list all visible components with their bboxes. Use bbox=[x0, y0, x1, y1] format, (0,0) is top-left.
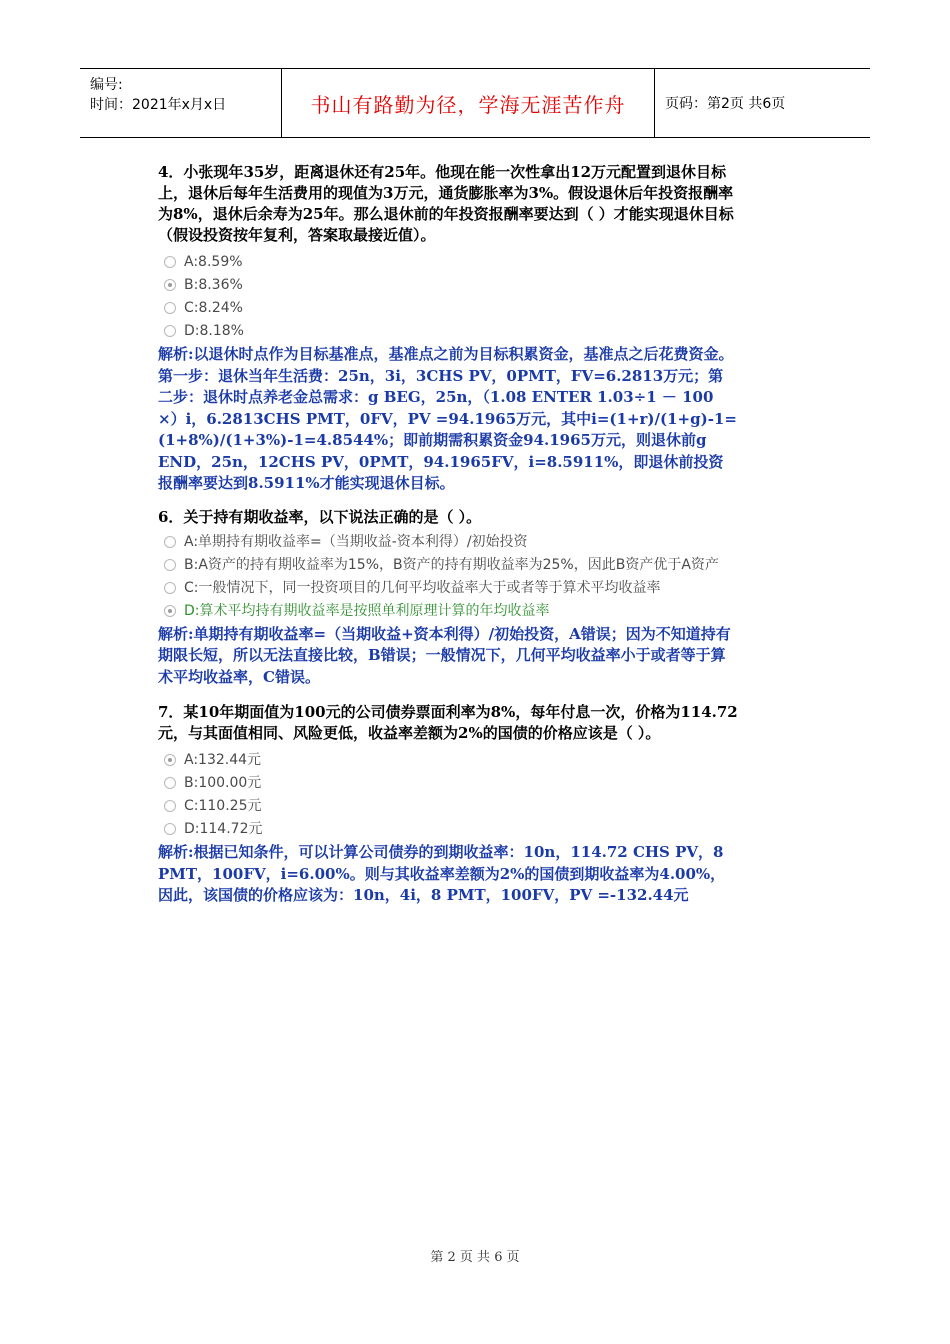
q4-option-b[interactable]: B:8.36% bbox=[158, 275, 738, 295]
q4-option-a[interactable]: A:8.59% bbox=[158, 252, 738, 272]
question-4: 4．小张现年35岁，距离退休还有25年。他现在能一次性拿出12万元配置到退休目标上，退休后每年生活费用的现值为3万元，通货膨胀率为3%。假设退休后年投资报酬率为8%，退休后余寿为25年。那么退休前的年投资报酬率要达到（ ）才能实现退休目标（假设投资按年复利，答案取最接近值）。 bbox=[158, 163, 734, 244]
time-label: 时间：2021年x月x日 bbox=[90, 97, 227, 113]
q4-option-d[interactable]: D:8.18% bbox=[158, 321, 738, 341]
radio-icon[interactable] bbox=[164, 536, 176, 548]
radio-selected-icon[interactable] bbox=[164, 754, 176, 766]
question-6-options bbox=[158, 532, 738, 621]
radio-icon[interactable] bbox=[164, 559, 176, 571]
q6-explanation: 解析:单期持有期收益率=（当期收益+资本利得）/初始投资，A错误；因为不知道持有期限长短，所以无法直接比较，B错误；一般情况下，几何平均收益率小于或者等于算术平均收益率，C错误。 bbox=[158, 624, 731, 686]
q4-explanation: 解析:以退休时点作为目标基准点，基准点之前为目标积累资金，基准点之后花费资金。第一步：退休当年生活费：25n，3i，3CHS PV，0PMT，FV=6.2813万元；第二步：退休时点养老金总需求：g BEG，25n，（1.08 ENTER 1.03÷1 － 100 ×）i，6.2813CHS PMT，0FV，PV =94.1965万元，其中i=(1+r)/(1+g)-1=(1+8%)/(1+3%)-1=4.8544%；即前期需积累资金94.1965万元，则退休前g END，25n，12CHS PV，0PMT，94.1965FV，i=8.5911%，即退休前投资报酬率要达到8.5911%才能实现退休目标。 bbox=[158, 345, 737, 492]
q7-option-c[interactable]: C:110.25元 bbox=[158, 796, 738, 816]
q7-option-d[interactable]: D:114.72元 bbox=[158, 819, 738, 839]
question-7: 7．某10年期面值为100元的公司债券票面利率为8%，每年付息一次，价格为114.72元，与其面值相同、风险更低，收益率差额为2%的国债的价格应该是（ ）。 bbox=[158, 703, 738, 742]
radio-icon[interactable] bbox=[164, 582, 176, 594]
radio-selected-icon[interactable] bbox=[164, 605, 176, 617]
page-footer: 第 2 页 共 6 页 bbox=[430, 1250, 520, 1265]
radio-icon[interactable] bbox=[164, 800, 176, 812]
q7-option-b[interactable]: B:100.00元 bbox=[158, 773, 738, 793]
question-7-options bbox=[158, 750, 738, 839]
q6-option-d[interactable]: D:算术平均持有期收益率是按照单利原理计算的年均收益率 bbox=[158, 601, 738, 621]
q7-explanation: 解析:根据已知条件，可以计算公司债券的到期收益率：10n，114.72 CHS PV，8 PMT，100FV，i=6.00%。则与其收益率差额为2%的国债到期收益率为4.00%，因此，该国债的价格应该为：10n，4i，8 PMT，100FV，PV =-132.44元 bbox=[158, 843, 726, 904]
motto: 书山有路勤为径，学海无涯苦作舟 bbox=[282, 69, 655, 137]
q7-option-a[interactable]: A:132.44元 bbox=[158, 750, 738, 770]
number-label: 编号: bbox=[90, 77, 123, 93]
header-meta-cell bbox=[80, 69, 282, 137]
main-content bbox=[158, 162, 738, 907]
radio-icon[interactable] bbox=[164, 256, 176, 268]
q6-option-b[interactable]: B:A资产的持有期收益率为15%，B资产的持有期收益率为25%，因此B资产优于A资产 bbox=[158, 555, 738, 575]
radio-icon[interactable] bbox=[164, 777, 176, 789]
question-6: 6．关于持有期收益率，以下说法正确的是（ ）。 bbox=[158, 507, 482, 526]
radio-icon[interactable] bbox=[164, 823, 176, 835]
q6-option-c[interactable]: C:一般情况下，同一投资项目的几何平均收益率大于或者等于算术平均收益率 bbox=[158, 578, 738, 598]
header-table bbox=[80, 68, 870, 138]
q6-option-a[interactable]: A:单期持有期收益率=（当期收益-资本利得）/初始投资 bbox=[158, 532, 738, 552]
question-4-options bbox=[158, 252, 738, 341]
radio-icon[interactable] bbox=[164, 302, 176, 314]
page-label: 页码：第2页 共6页 bbox=[665, 96, 786, 112]
radio-selected-icon[interactable] bbox=[164, 279, 176, 291]
radio-icon[interactable] bbox=[164, 325, 176, 337]
q4-option-c[interactable]: C:8.24% bbox=[158, 298, 738, 318]
